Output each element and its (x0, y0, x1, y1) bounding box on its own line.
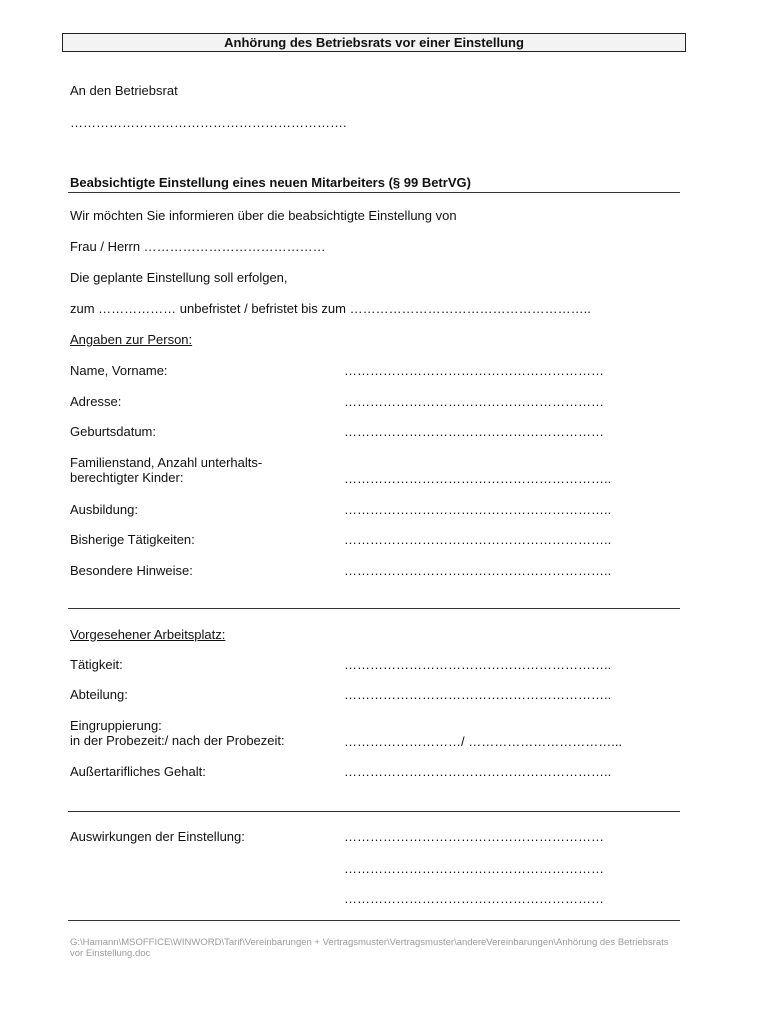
footer-file-path: G:\Hamann\MSOFFICE\WINWORD\Tarif\Vereinbarungen + Vertragsmuster\Vertragsmuster\andereVereinbarungen\Anhörung des Betriebsrats vor Einstellung.doc (70, 937, 669, 959)
effects-line-1: …………………………………………………… (344, 829, 604, 844)
effects-label: Auswirkungen der Einstellung: (70, 829, 245, 844)
effects-line-3: …………………………………………………… (344, 891, 604, 906)
field-value-family: …………………………………………………….. (344, 471, 612, 486)
intro-text: Wir möchten Sie informieren über die beabsichtigte Einstellung von (70, 208, 457, 223)
field-label-education: Ausbildung: (70, 502, 138, 517)
field-value-birthdate: …………………………………………………… (344, 424, 604, 439)
person-section-heading: Angaben zur Person: (70, 332, 193, 347)
field-label-activity: Tätigkeit: (70, 657, 123, 672)
workplace-section-heading: Vorgesehener Arbeitsplatz: (70, 627, 226, 642)
field-label-address: Adresse: (70, 394, 122, 409)
field-value-salary: …………………………………………………….. (344, 764, 612, 779)
effects-line-2: …………………………………………………… (344, 861, 604, 876)
field-value-previous-jobs: …………………………………………………….. (344, 532, 612, 547)
field-label-previous-jobs: Bisherige Tätigkeiten: (70, 532, 195, 547)
field-label-family: Familienstand, Anzahl unterhalts- berechtigter Kinder: (70, 455, 263, 485)
field-label-birthdate: Geburtsdatum: (70, 424, 156, 439)
field-value-address: …………………………………………………… (344, 394, 604, 409)
section-heading: Beabsichtigte Einstellung eines neuen Mitarbeiters (§ 99 BetrVG) (70, 175, 471, 190)
field-value-name: …………………………………………………… (344, 363, 604, 378)
field-label-department: Abteilung: (70, 687, 128, 702)
planned-line: Die geplante Einstellung soll erfolgen, (70, 270, 288, 285)
field-label-classification: Eingruppierung: in der Probezeit:/ nach der Probezeit: (70, 718, 285, 748)
recipient-blank: ………………………………………………………. (70, 115, 347, 130)
recipient-label: An den Betriebsrat (70, 83, 178, 98)
workplace-section-divider (68, 811, 680, 812)
document-title: Anhörung des Betriebsrats vor einer Einstellung (62, 33, 686, 52)
person-line: Frau / Herrn …………………………………… (70, 239, 326, 254)
section-divider (68, 192, 680, 193)
field-label-notes: Besondere Hinweise: (70, 563, 193, 578)
field-value-activity: …………………………………………………….. (344, 657, 612, 672)
bottom-divider (68, 920, 680, 921)
field-value-education: …………………………………………………….. (344, 502, 612, 517)
person-section-divider (68, 608, 680, 609)
field-label-name: Name, Vorname: (70, 363, 168, 378)
field-label-salary: Außertarifliches Gehalt: (70, 764, 206, 779)
field-value-department: …………………………………………………….. (344, 687, 612, 702)
field-value-classification: ………………………/ ……………………………... (344, 734, 623, 749)
date-line: zum ……………… unbefristet / befristet bis zum ……………………………………………….. (70, 301, 591, 316)
field-value-notes: …………………………………………………….. (344, 563, 612, 578)
